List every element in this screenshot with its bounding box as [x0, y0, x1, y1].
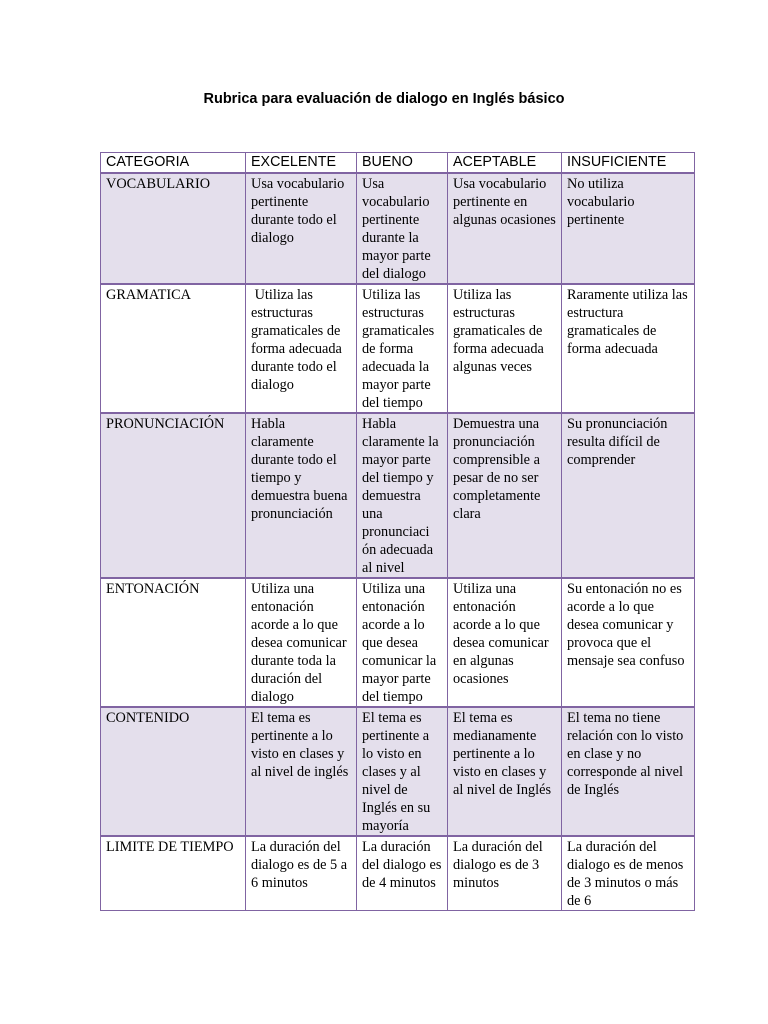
- cell-aceptable: Utiliza las estructuras gramaticales de forma adecuada algunas veces: [448, 284, 562, 413]
- cell-excelente: La duración del dialogo es de 5 a 6 minutos: [246, 836, 357, 911]
- cell-aceptable: Utiliza una entonación acorde a lo que desea comunicar en algunas ocasiones: [448, 578, 562, 707]
- cell-excelente: Habla claramente durante todo el tiempo y demuestra buena pronunciación: [246, 413, 357, 578]
- cell-excelente: Utiliza una entonación acorde a lo que desea comunicar durante toda la duración del dialogo: [246, 578, 357, 707]
- document-title: Rubrica para evaluación de dialogo en Inglés básico: [203, 91, 565, 107]
- header-insuficiente: INSUFICIENTE: [562, 153, 695, 174]
- table-row-limite-de-tiempo: [101, 836, 695, 911]
- table-row-pronunciacion: [101, 413, 695, 578]
- header-aceptable: ACEPTABLE: [448, 153, 562, 174]
- cell-insuficiente: Raramente utiliza las estructura gramaticales de forma adecuada: [562, 284, 695, 413]
- header-bueno: BUENO: [357, 153, 448, 174]
- cell-insuficiente: La duración del dialogo es de menos de 3 minutos o más de 6: [562, 836, 695, 911]
- cell-excelente: Utiliza las estructuras gramaticales de forma adecuada durante todo el dialogo: [246, 284, 357, 413]
- cell-bueno: Habla claramente la mayor parte del tiempo y demuestra una pronunciaci ón adecuada al nivel: [357, 413, 448, 578]
- cell-category: VOCABULARIO: [101, 173, 246, 284]
- cell-insuficiente: El tema no tiene relación con lo visto en clase y no corresponde al nivel de Inglés: [562, 707, 695, 836]
- cell-aceptable: La duración del dialogo es de 3 minutos: [448, 836, 562, 911]
- cell-excelente: Usa vocabulario pertinente durante todo el dialogo: [246, 173, 357, 284]
- cell-aceptable: El tema es medianamente pertinente a lo visto en clases y al nivel de Inglés: [448, 707, 562, 836]
- rubric-table: [100, 152, 695, 911]
- cell-excelente: El tema es pertinente a lo visto en clases y al nivel de inglés: [246, 707, 357, 836]
- table-row-entonacion: [101, 578, 695, 707]
- cell-aceptable: Demuestra una pronunciación comprensible a pesar de no ser completamente clara: [448, 413, 562, 578]
- cell-bueno: El tema es pertinente a lo visto en clases y al nivel de Inglés en su mayoría: [357, 707, 448, 836]
- cell-aceptable: Usa vocabulario pertinente en algunas ocasiones: [448, 173, 562, 284]
- header-categoria: CATEGORIA: [101, 153, 246, 174]
- cell-insuficiente: Su entonación no es acorde a lo que desea comunicar y provoca que el mensaje sea confuso: [562, 578, 695, 707]
- cell-category: CONTENIDO: [101, 707, 246, 836]
- header-excelente: EXCELENTE: [246, 153, 357, 174]
- cell-insuficiente: Su pronunciación resulta difícil de comprender: [562, 413, 695, 578]
- cell-insuficiente: No utiliza vocabulario pertinente: [562, 173, 695, 284]
- table-row-gramatica: [101, 284, 695, 413]
- cell-category: GRAMATICA: [101, 284, 246, 413]
- cell-category: PRONUNCIACIÓN: [101, 413, 246, 578]
- cell-category: LIMITE DE TIEMPO: [101, 836, 246, 911]
- table-row-vocabulario: [101, 173, 695, 284]
- cell-bueno: Utiliza una entonación acorde a lo que desea comunicar la mayor parte del tiempo: [357, 578, 448, 707]
- table-row-contenido: [101, 707, 695, 836]
- cell-bueno: Utiliza las estructuras gramaticales de forma adecuada la mayor parte del tiempo: [357, 284, 448, 413]
- cell-bueno: La duración del dialogo es de 4 minutos: [357, 836, 448, 911]
- cell-bueno: Usa vocabulario pertinente durante la mayor parte del dialogo: [357, 173, 448, 284]
- cell-category: ENTONACIÓN: [101, 578, 246, 707]
- header-row: [101, 153, 695, 174]
